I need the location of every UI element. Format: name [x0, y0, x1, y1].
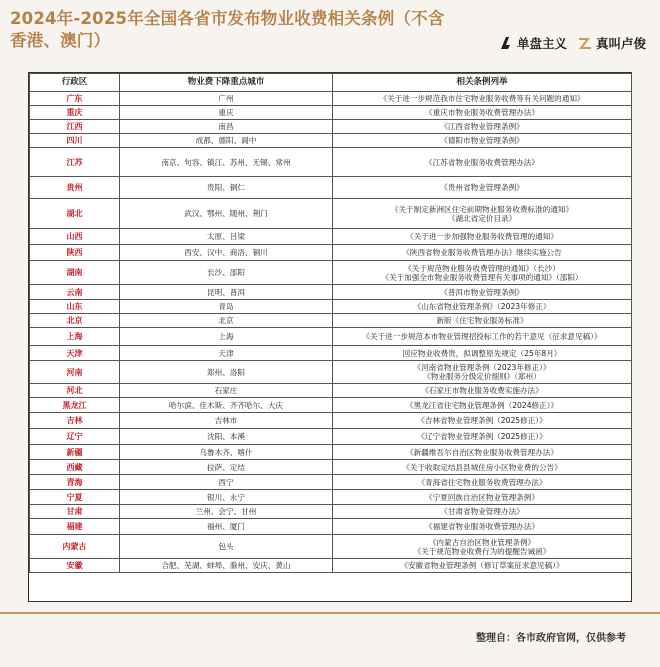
city-line: 北京	[218, 316, 234, 325]
table-row	[30, 92, 632, 106]
cities-cell	[120, 199, 333, 229]
city-line: 南京、句容、镇江、苏州、无锡、常州	[161, 157, 291, 167]
city-line: 贵阳、铜仁	[207, 183, 245, 192]
column-header-region: 行政区	[30, 74, 120, 92]
rule-line: 《关于收取定结县县城住房小区物业费的公告》	[402, 462, 562, 472]
table-row	[30, 413, 632, 429]
rules-cell	[333, 445, 632, 460]
rules-cell	[333, 413, 632, 429]
rule-line: 《甘肃省物业管理办法》	[440, 507, 524, 516]
source-note: 整理自：各市政府官网，仅供参考	[476, 633, 626, 644]
table-row	[30, 559, 632, 573]
city-line: 合肥、芜湖、蚌埠、滁州、安庆、黄山	[161, 561, 291, 570]
table-row	[30, 199, 632, 229]
rules-cell	[333, 384, 632, 398]
region-cell: 河南	[30, 361, 120, 384]
region-cell: 山西	[30, 229, 120, 245]
brand-1-icon	[498, 35, 514, 51]
rules-cell	[333, 199, 632, 229]
city-line: 西宁	[218, 477, 234, 487]
region-cell: 江西	[30, 120, 120, 134]
rules-cell	[333, 120, 632, 134]
rules-cell	[333, 559, 632, 573]
city-line: 乌鲁木齐、喀什	[199, 447, 253, 457]
column-header-rules: 相关条例列举	[333, 74, 632, 92]
city-line: 青岛	[218, 302, 234, 311]
region-cell: 西藏	[30, 460, 120, 475]
rules-cell	[333, 398, 632, 413]
cities-cell	[120, 148, 333, 177]
page-title: 2024年-2025年全国各省市发布物业收费相关条例（不含香港、澳门）	[10, 9, 445, 50]
table-row	[30, 245, 632, 261]
region-cell: 宁夏	[30, 490, 120, 505]
region-cell: 安徽	[30, 559, 120, 573]
table-row	[30, 177, 632, 199]
footer-divider	[0, 612, 660, 614]
rules-cell	[333, 505, 632, 519]
rule-line: 《宁夏回族自治区物业管理条例》	[425, 492, 539, 502]
rules-cell	[333, 460, 632, 475]
city-line: 拉萨、定结	[207, 462, 245, 472]
cities-cell	[120, 134, 333, 148]
rules-cell	[333, 92, 632, 106]
city-line: 上海	[218, 332, 234, 341]
table-row	[30, 328, 632, 346]
region-cell: 河北	[30, 384, 120, 398]
brand-logo-2	[577, 34, 646, 52]
rules-cell	[333, 177, 632, 199]
cities-cell	[120, 445, 333, 460]
city-line: 包头	[218, 542, 234, 551]
rule-line: 新版《住宅物业服务标准》	[436, 316, 528, 325]
city-line: 哈尔滨、佳木斯、齐齐哈尔、大庆	[169, 400, 283, 410]
rules-cell	[333, 134, 632, 148]
city-line: 福州、厦门	[207, 522, 245, 531]
cities-cell	[120, 177, 333, 199]
table-row	[30, 314, 632, 328]
table-row	[30, 120, 632, 134]
table-row	[30, 229, 632, 245]
cities-cell	[120, 505, 333, 519]
city-line: 成都、德阳、阆中	[195, 136, 257, 145]
table-row	[30, 106, 632, 120]
rules-cell	[333, 300, 632, 314]
rule-line: 《黑龙江省住宅物业管理条例（2024修正）》	[405, 400, 559, 410]
cities-cell	[120, 490, 333, 505]
city-line: 西安、汉中、商洛、铜川	[184, 248, 268, 257]
rule-line: 《关于制定新洲区住宅前期物业服务收费标准的通知》	[390, 204, 574, 214]
table-row	[30, 384, 632, 398]
rule-line: 《湖北省定价目录》	[447, 213, 517, 223]
table-row	[30, 429, 632, 445]
rule-line: 《关于进一步规范我市住宅物业服务收费等有关问题的通知》	[379, 94, 585, 103]
rules-cell	[333, 361, 632, 384]
rule-line: 《新疆维吾尔自治区物业服务收费管理办法》	[406, 447, 558, 457]
region-cell: 青海	[30, 475, 120, 490]
rule-line: 《德阳市物业管理条例》	[440, 136, 524, 145]
rules-cell	[333, 346, 632, 361]
rule-line: 《河南省物业管理条例（2023年修正）》	[413, 363, 551, 372]
table-header-row	[30, 74, 632, 92]
cities-cell	[120, 429, 333, 445]
city-line: 郑州、洛阳	[207, 367, 245, 377]
cities-cell	[120, 245, 333, 261]
region-cell: 江苏	[30, 148, 120, 177]
cities-cell	[120, 92, 333, 106]
rule-line: 《普洱市物业管理条例》	[440, 287, 524, 297]
rules-cell	[333, 229, 632, 245]
rules-cell	[333, 106, 632, 120]
brand-bar	[488, 34, 646, 52]
rule-line: 《江西省物业管理条例》	[440, 122, 524, 131]
brand-2-icon	[577, 35, 593, 51]
region-cell: 四川	[30, 134, 120, 148]
cities-cell	[120, 314, 333, 328]
region-cell: 上海	[30, 328, 120, 346]
table-row	[30, 445, 632, 460]
city-line: 吉林市	[214, 416, 238, 425]
region-cell: 辽宁	[30, 429, 120, 445]
table-row	[30, 361, 632, 384]
rule-line: 《内蒙古自治区物业管理条例》	[428, 537, 536, 547]
cities-cell	[120, 300, 333, 314]
rule-line: 《青海省住宅物业服务收费管理办法》	[417, 477, 547, 487]
header	[0, 0, 660, 62]
rule-line: 《石家庄市物业服务收费实施办法》	[421, 386, 543, 395]
city-line: 昆明、普洱	[207, 287, 245, 297]
rule-line: 《关于进一步规范本市物业管理招投标工作的若干意见（征求意见稿）》	[362, 332, 602, 341]
city-line: 重庆	[218, 108, 234, 117]
table-row	[30, 261, 632, 285]
region-cell: 吉林	[30, 413, 120, 429]
city-line: 兰州、会宁、甘州	[195, 507, 257, 516]
cities-cell	[120, 460, 333, 475]
city-line: 武汉、鄂州、随州、荆门	[184, 209, 268, 218]
cities-cell	[120, 120, 333, 134]
table-row	[30, 148, 632, 177]
rule-line: 《关于进一步加强物业服务收费管理的通知》	[406, 232, 558, 241]
region-cell: 陕西	[30, 245, 120, 261]
region-cell: 湖北	[30, 199, 120, 229]
region-cell: 甘肃	[30, 505, 120, 519]
rule-line: 《关于规范物业收费行为的提醒告诫函》	[413, 546, 551, 556]
cities-cell	[120, 361, 333, 384]
table-body	[30, 92, 632, 573]
cities-cell	[120, 285, 333, 300]
rules-cell	[333, 475, 632, 490]
city-line: 银川、永宁	[207, 492, 245, 502]
region-cell: 新疆	[30, 445, 120, 460]
cities-cell	[120, 384, 333, 398]
rule-line: 《安徽省物业管理条例（修订草案征求意见稿）》	[400, 561, 564, 570]
region-cell: 山东	[30, 300, 120, 314]
table-row	[30, 519, 632, 535]
rules-cell	[333, 285, 632, 300]
region-cell: 天津	[30, 346, 120, 361]
city-line: 长沙、邵阳	[207, 268, 245, 277]
rule-line: 《关于加强全市物业服务收费管理有关事项的通知》（邵阳）	[381, 272, 583, 282]
table-row	[30, 134, 632, 148]
brand-2-label: 真叫卢俊	[595, 36, 646, 51]
cities-cell	[120, 106, 333, 120]
rules-cell	[333, 148, 632, 177]
table-row	[30, 300, 632, 314]
region-cell: 黑龙江	[30, 398, 120, 413]
table-row	[30, 398, 632, 413]
region-cell: 云南	[30, 285, 120, 300]
rules-cell	[333, 314, 632, 328]
region-cell: 内蒙古	[30, 535, 120, 559]
rule-line: 《关于规范物业服务收费管理的通知》（长沙）	[404, 263, 560, 273]
region-cell: 北京	[30, 314, 120, 328]
city-line: 石家庄	[214, 386, 238, 395]
cities-cell	[120, 535, 333, 559]
rule-line: 《辽宁省物业管理条例（2025修正）》	[417, 432, 547, 441]
rule-line: 回应物业收费贵，拟调整原先规定（25年8月）	[402, 348, 562, 358]
brand-1-label: 单盘主义	[516, 36, 567, 51]
column-header-cities: 物业费下降重点城市	[120, 74, 333, 92]
rules-cell	[333, 490, 632, 505]
cities-cell	[120, 229, 333, 245]
table-row	[30, 475, 632, 490]
rules-cell	[333, 429, 632, 445]
cities-cell	[120, 398, 333, 413]
city-line: 沈阳、本溪	[207, 432, 245, 441]
cities-cell	[120, 413, 333, 429]
table-row	[30, 505, 632, 519]
rule-line: 《吉林省物业管理条例（2025修正）》	[417, 416, 547, 425]
city-line: 天津	[218, 348, 234, 358]
table-row	[30, 490, 632, 505]
table-row	[30, 460, 632, 475]
cities-cell	[120, 328, 333, 346]
rules-cell	[333, 535, 632, 559]
region-cell: 重庆	[30, 106, 120, 120]
rule-line: 《物业服务分级定价细则》（郑州）	[423, 372, 541, 381]
city-line: 南昌	[218, 122, 234, 131]
rule-line: 《贵州省物业管理条例》	[440, 183, 524, 192]
rules-cell	[333, 328, 632, 346]
city-line: 广州	[218, 94, 234, 103]
rule-line: 《山东省物业管理条例》（2023年修正）	[413, 302, 551, 311]
city-line: 太原、吕梁	[207, 232, 245, 241]
table-row	[30, 535, 632, 559]
table-row	[30, 285, 632, 300]
region-cell: 贵州	[30, 177, 120, 199]
region-cell: 广东	[30, 92, 120, 106]
region-cell: 福建	[30, 519, 120, 535]
table-row	[30, 346, 632, 361]
rules-cell	[333, 519, 632, 535]
cities-cell	[120, 346, 333, 361]
cities-cell	[120, 475, 333, 490]
rule-line: 《陕西省物业服务收费管理办法》继续实施公告	[402, 248, 562, 257]
brand-logo-1	[498, 34, 567, 52]
rule-line: 《江苏省物业服务收费管理办法》	[425, 157, 539, 167]
rules-cell	[333, 245, 632, 261]
cities-cell	[120, 519, 333, 535]
cities-cell	[120, 261, 333, 285]
rules-cell	[333, 261, 632, 285]
region-cell: 湖南	[30, 261, 120, 285]
cities-cell	[120, 559, 333, 573]
rule-line: 《重庆市物业服务收费管理办法》	[425, 108, 539, 117]
rule-line: 《福建省物业服务收费管理办法》	[425, 522, 539, 531]
regulation-table	[28, 72, 632, 602]
